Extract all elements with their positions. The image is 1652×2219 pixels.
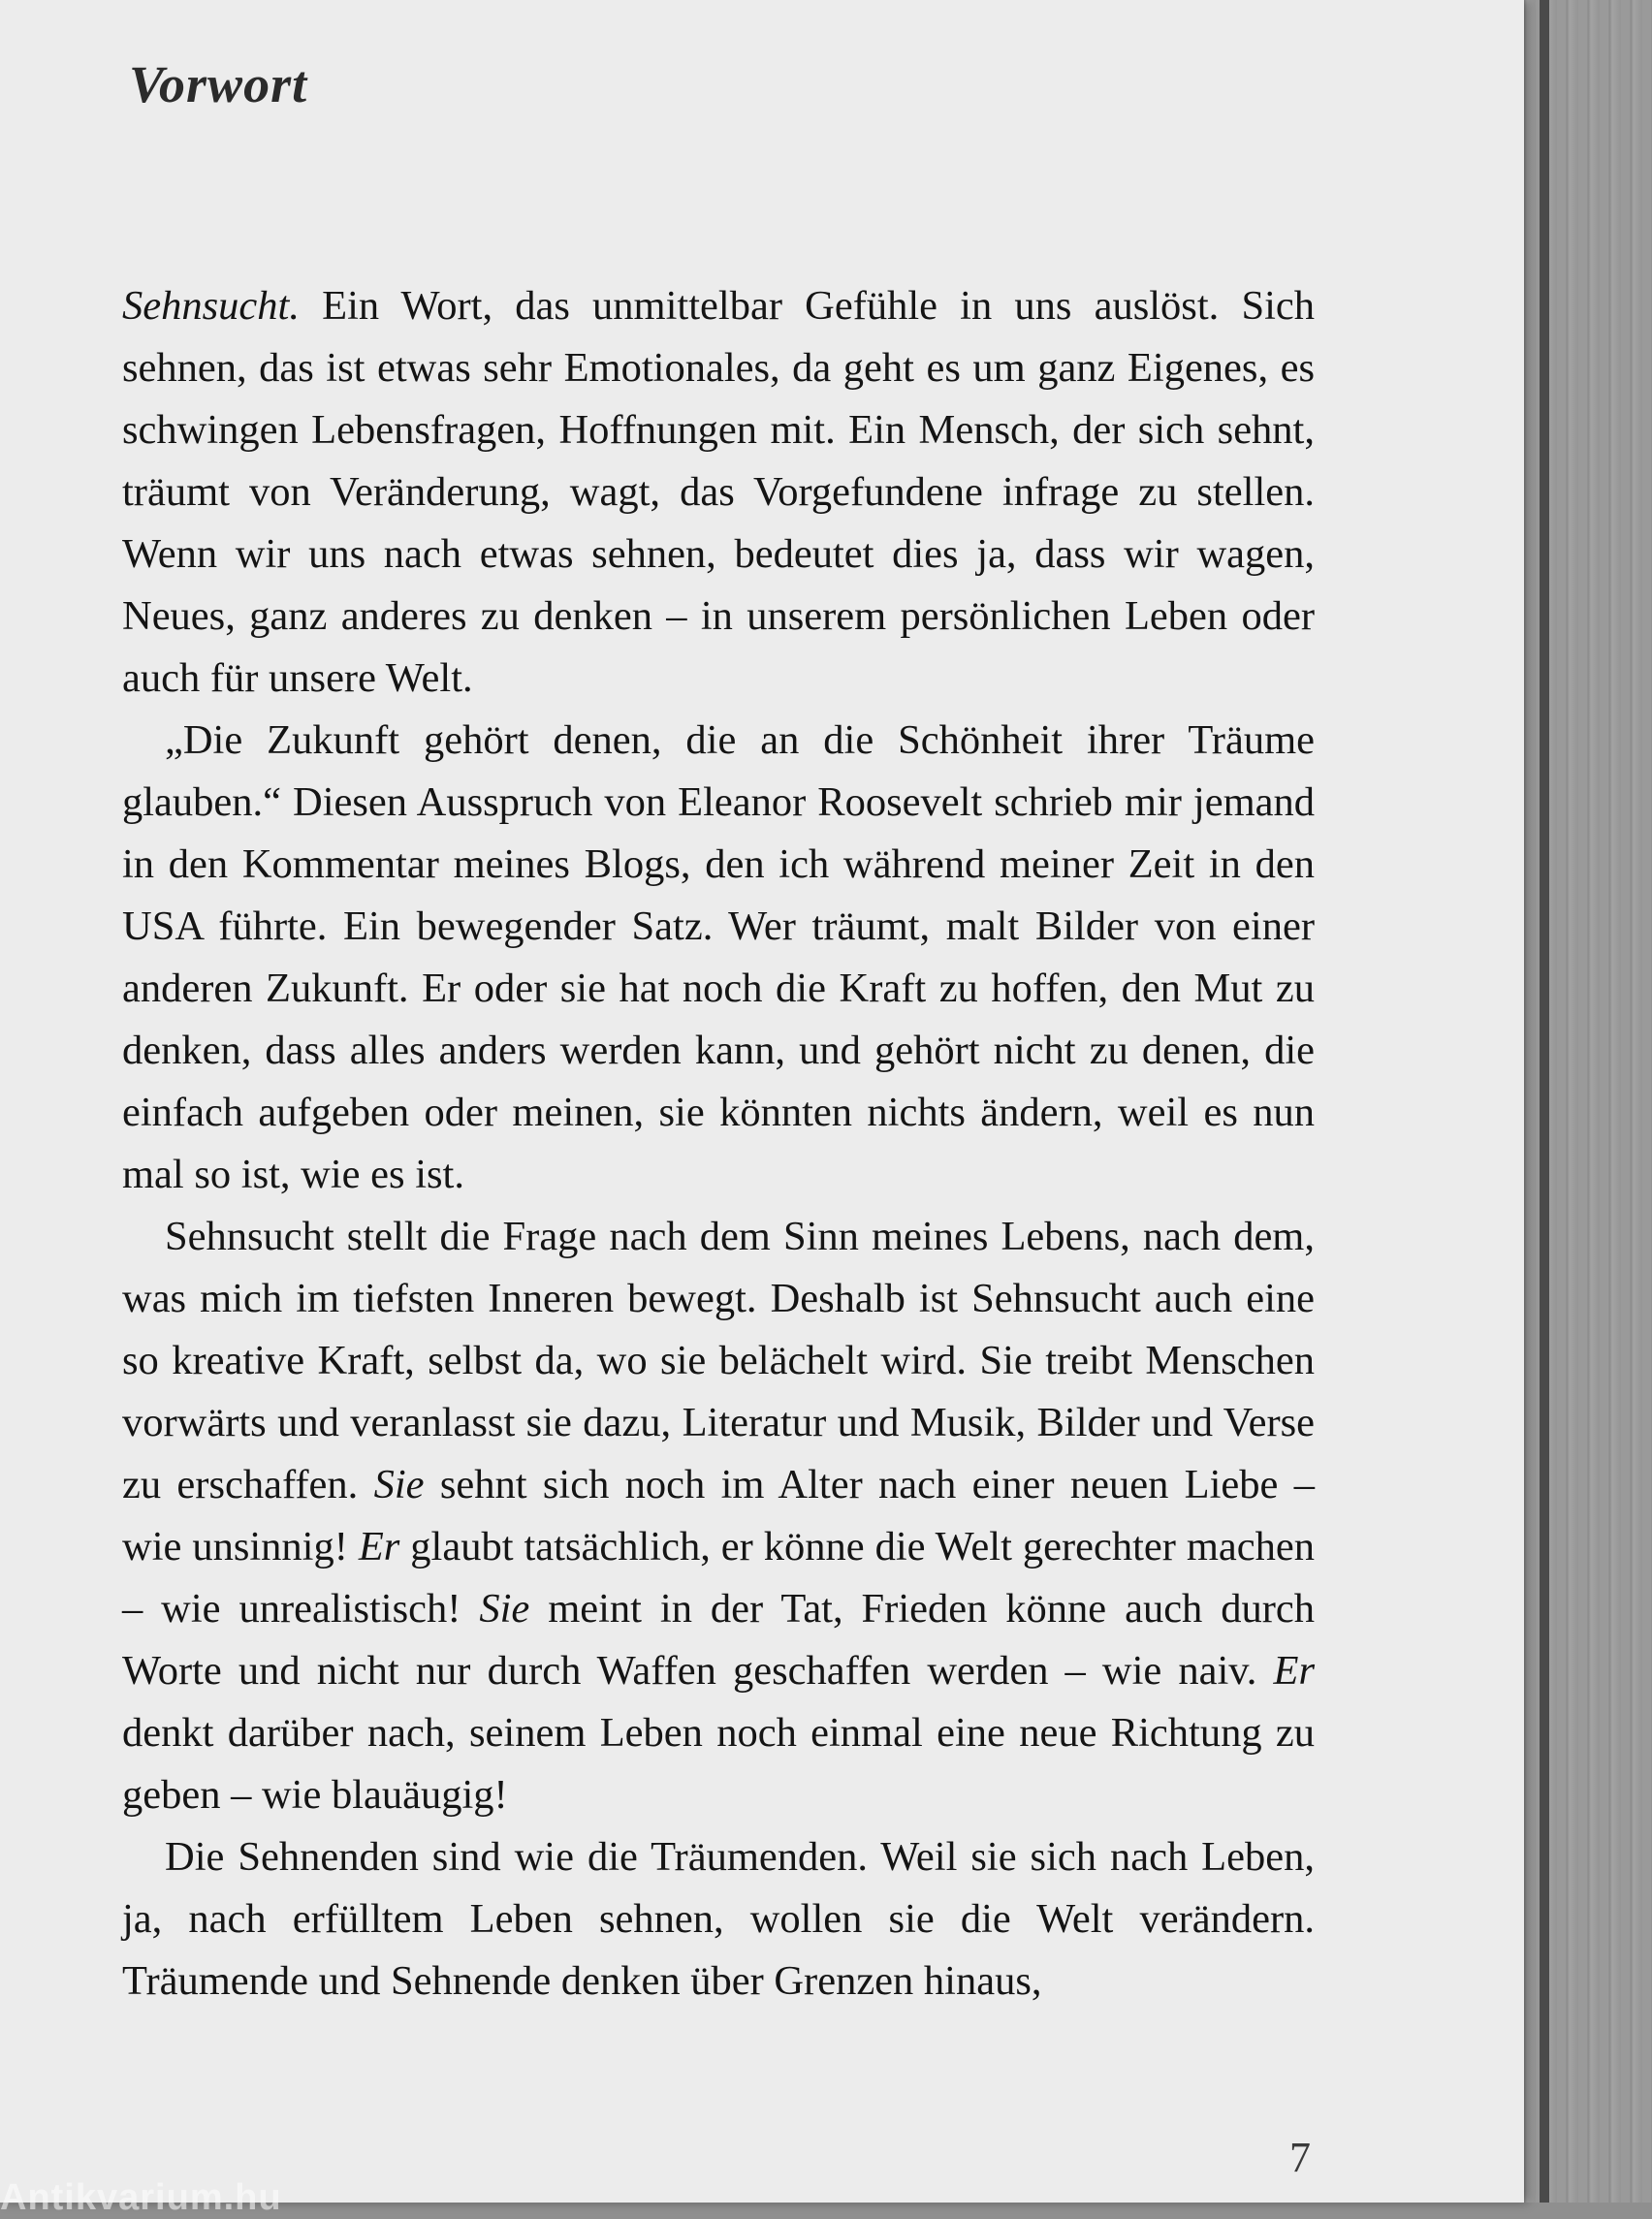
paragraph-3-segment: Sie (479, 1586, 530, 1632)
paragraph-3 (122, 1206, 1315, 1826)
paragraph-1 (122, 275, 1315, 710)
body-text (122, 275, 1315, 2013)
page-number: 7 (1289, 2134, 1311, 2181)
paragraph-4: Die Sehnenden sind wie die Träumenden. Weil sie sich nach Leben, ja, nach erfülltem Leben sehnen, wollen sie die Welt verändern. Träumende und Sehnende denken über Grenzen hinaus, (122, 1834, 1315, 2004)
paragraph-3-segment: Er (358, 1524, 400, 1569)
paragraph-2: „Die Zukunft gehört denen, die an die Schönheit ihrer Träume glauben.“ Diesen Ausspruch von Eleanor Roosevelt schrieb mir jemand in den Kommentar meines Blogs, den ich während meiner Zeit in den USA führte. Ein bewegender Satz. Wer träumt, malt Bilder von einer anderen Zukunft. Er oder sie hat noch die Kraft zu hoffen, den Mut zu denken, dass alles anders werden kann, und gehört nicht zu denen, die einfach aufgeben oder meinen, sie könnten nichts ändern, weil es nun mal so ist, wie es ist. (122, 717, 1315, 1197)
paragraph-3-segment: sehnt sich noch im Alter nach einer neuen Liebe – wie unsinnig! (122, 1462, 1315, 1569)
paragraph-3-segment: denkt darüber nach, seinem Leben noch einmal eine neue Richtung zu geben – wie blauäugig! (122, 1710, 1315, 1818)
paragraph-3-segment: glaubt tatsächlich, er könne die Welt gerechter machen – wie unrealistisch! (122, 1524, 1315, 1632)
paragraph-3-segment: Er (1273, 1648, 1315, 1694)
lead-word: Sehnsucht. (122, 283, 300, 329)
watermark: Antikvarium.hu (0, 2177, 282, 2218)
paragraph-3-segment: Sehnsucht stellt die Frage nach dem Sinn meines Lebens, nach dem, was mich im tiefsten Inneren bewegt. Deshalb ist Sehnsucht auch eine so kreative Kraft, selbst da, wo sie belächelt wird. Sie treibt Menschen vorwärts und veranlasst sie dazu, Literatur und Musik, Bilder und Verse zu erschaffen. (122, 1214, 1315, 1507)
paragraph-3-segment: meint in der Tat, Frieden könne auch durch Worte und nicht nur durch Waffen geschaffen werden – wie naiv. (122, 1586, 1315, 1694)
running-head: Vorwort (129, 55, 308, 113)
paragraph-3-segment: Sie (373, 1462, 425, 1507)
paragraph-1-text: Ein Wort, das unmittelbar Gefühle in uns auslöst. Sich sehnen, das ist etwas sehr Emotionales, da geht es um ganz Eigenes, es schwingen Lebensfragen, Hoffnungen mit. Ein Mensch, der sich sehnt, träumt von Veränderung, wagt, das Vorgefundene infrage zu stellen. Wenn wir uns nach etwas sehnen, bedeutet dies ja, dass wir wagen, Neues, ganz anderes zu denken – in unserem persönlichen Leben oder auch für unsere Welt. (122, 283, 1316, 701)
